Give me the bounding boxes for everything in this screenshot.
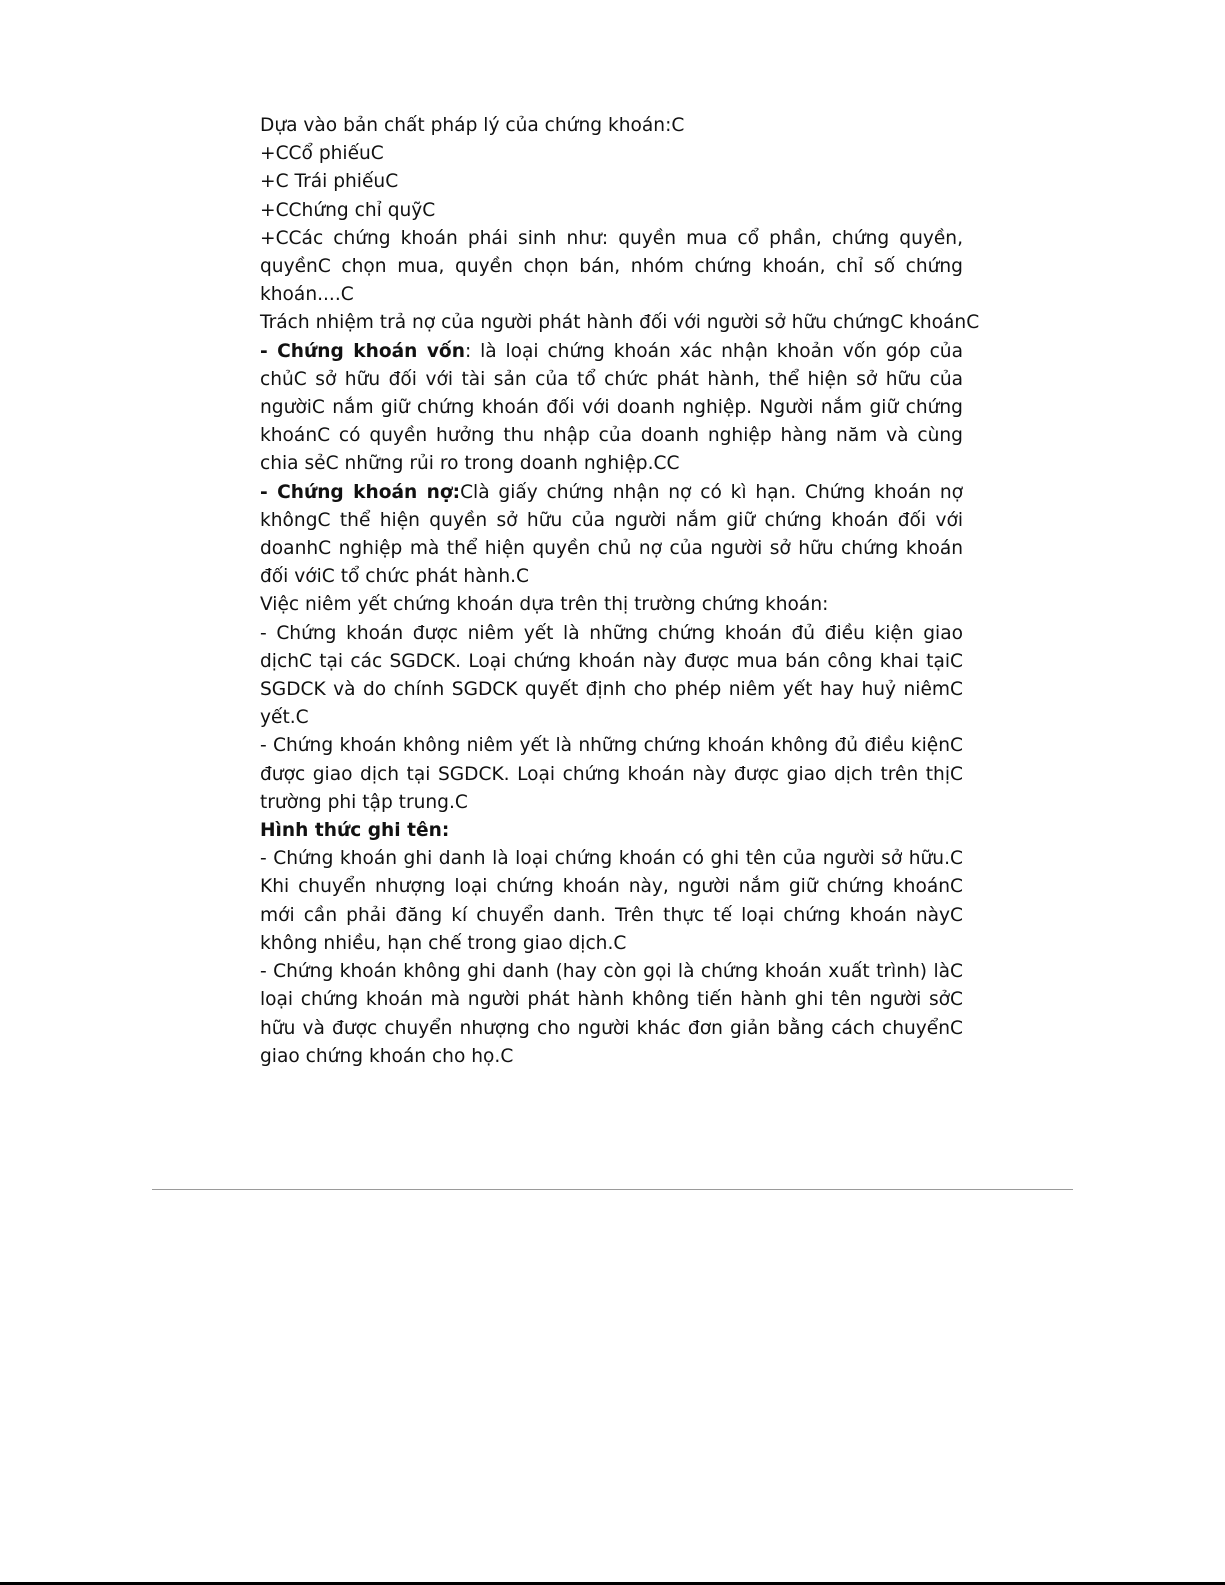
equity-label: - Chứng khoán vốn: [260, 340, 465, 362]
debt-label: - Chứng khoán nợ:: [260, 481, 461, 503]
debt-paragraph: [260, 479, 963, 592]
classification-heading: Dựa vào bản chất pháp lý của chứng khoán:C: [260, 115, 685, 136]
registered-paragraph: - Chứng khoán ghi danh là loại chứng khoán có ghi tên của người sở hữu.C Khi chuyển nhượng loại chứng khoán này, người nắm giữ chứng khoánC mới cần phải đăng kí chuyển danh. Trên thực tế loại chứng khoán nàyC không nhiều, hạn chế trong giao dịch.C: [260, 848, 963, 954]
page-divider: [152, 1189, 1073, 1190]
debt-text: Clà giấy chứng nhận nợ có kì hạn. Chứng khoán nợ khôngC thể hiện quyền sở hữu của người nắm giữ chứng khoán đối với doanhC nghiệp mà thể hiện quyền chủ nợ của người sở hữu chứng khoán đối vớiC tổ chức phát hành.C: [260, 481, 963, 588]
registration-heading: Hình thức ghi tên:: [260, 820, 450, 842]
list-item-stock: +CCổ phiếuC: [260, 143, 384, 165]
list-item-derivatives: +CCác chứng khoán phái sinh như: quyền mua cổ phần, chứng quyền, quyềnC chọn mua, quyền chọn bán, nhóm chứng khoán, chỉ số chứng khoán....C: [260, 227, 963, 306]
listing-heading: Việc niêm yết chứng khoán dựa trên thị trường chứng khoán:: [260, 594, 829, 616]
bearer-paragraph: - Chứng khoán không ghi danh (hay còn gọi là chứng khoán xuất trình) làC loại chứng khoán mà người phát hành không tiến hành ghi tên người sởC hữu và được chuyển nhượng cho người khác đơn giản bằng cách chuyểnC giao chứng khoán cho họ.C: [260, 961, 963, 1067]
listed-paragraph: - Chứng khoán được niêm yết là những chứng khoán đủ điều kiện giao dịchC tại các SGDCK. Loại chứng khoán này được mua bán công khai tạiC SGDCK và do chính SGDCK quyết định cho phép niêm yết hay huỷ niêmC yết.C: [260, 622, 963, 729]
equity-paragraph: [260, 338, 963, 479]
equity-text: : là loại chứng khoán xác nhận khoản vốn góp của chủC sở hữu đối với tài sản của tổ chức phát hành, thể hiện sở hữu của ngườiC nắm giữ chứng khoán đối với doanh nghiệp. Người nắm giữ chứng khoánC có quyền hưởng thu nhập của doanh nghiệp hàng năm và cùng chia sẻC những rủi ro trong doanh nghiệp.CC: [260, 340, 963, 475]
list-item-bond: +C Trái phiếuC: [260, 171, 399, 193]
document-body: [260, 112, 980, 1071]
responsibility-heading: Trách nhiệm trả nợ của người phát hành đối với người sở hữu chứngC khoánC: [260, 312, 980, 334]
unlisted-paragraph: - Chứng khoán không niêm yết là những chứng khoán không đủ điều kiệnC được giao dịch tại SGDCK. Loại chứng khoán này được giao dịch trên thịC trường phi tập trung.C: [260, 735, 963, 813]
list-item-fund-certificate: +CChứng chỉ quỹC: [260, 199, 436, 221]
